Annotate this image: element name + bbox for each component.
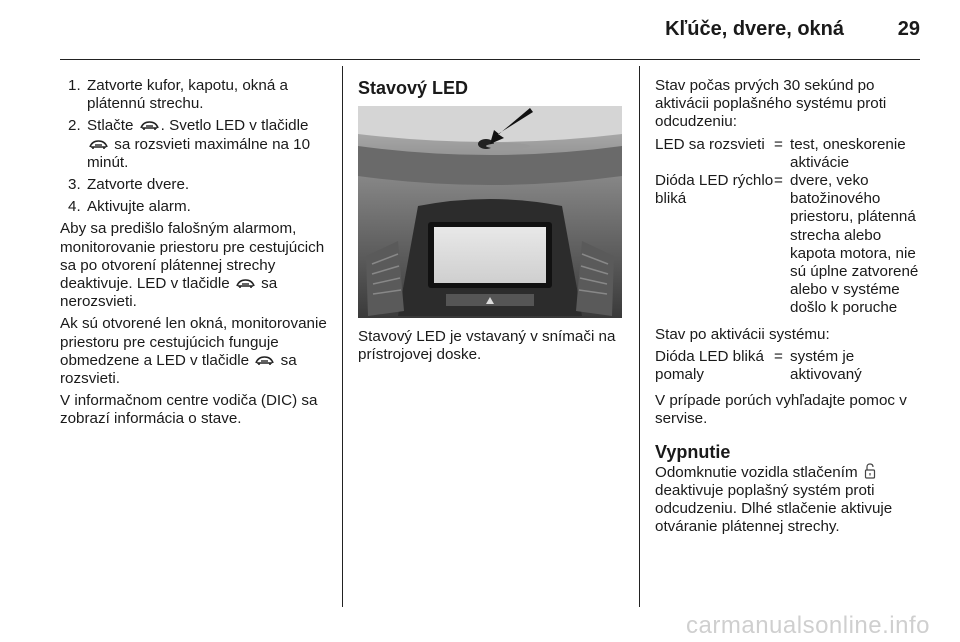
- paragraph-text: Ak sú otvorené len okná, monitorovanie priestoru pre cestujúcich funguje obmedzene a LED v tlačidle: [60, 315, 327, 369]
- status-intro: Stav počas prvých 30 sekúnd po aktivácii poplašného systému proti odcudzeniu:: [655, 77, 887, 131]
- definition-equals: =: [774, 135, 783, 153]
- status-after: Stav po aktivácii systému:: [655, 325, 830, 343]
- step-text: Stlačte: [87, 117, 134, 135]
- status-definitions-initial: [655, 136, 925, 318]
- step-number: 1.: [68, 77, 81, 94]
- photo-caption: Stavový LED je vstavaný v snímači na prístrojovej doske.: [358, 328, 616, 364]
- unlock-icon: [864, 463, 876, 479]
- step-text: Zatvorte kufor, kapotu, okná a plátennú strechu.: [87, 77, 288, 113]
- column-divider-left: [342, 66, 343, 607]
- paragraph-text: sa nerozsvieti.: [60, 275, 278, 311]
- definition-description: test, oneskorenie aktivácie: [790, 135, 906, 171]
- steps-list: [60, 77, 328, 216]
- definition-description: systém je aktivovaný: [790, 347, 862, 384]
- paragraph-dic: V informačnom centre vodiča (DIC) sa zobrazí informácia o stave.: [60, 392, 318, 428]
- paragraph-text: Aby sa predišlo falošným alarmom, monitorovanie priestoru pre cestujúcich sa po otvorení plátennej strechy deaktivuje. LED v tlačidle: [60, 220, 325, 293]
- column-divider-right: [639, 66, 640, 607]
- car-sensor-icon: [140, 121, 159, 131]
- paragraph-windows: [60, 315, 328, 388]
- list-item: [60, 198, 328, 216]
- car-sensor-icon: [236, 279, 255, 289]
- step-number: 4.: [68, 198, 81, 216]
- definition-row: [655, 136, 925, 172]
- car-sensor-icon: [255, 356, 274, 366]
- service-note: V prípade porúch vyhľadajte pomoc v servise.: [655, 392, 907, 428]
- list-item: [60, 176, 328, 194]
- column-1: [60, 77, 328, 433]
- definition-description: dvere, veko batožinového priestoru, plátenná strecha alebo kapota motora, nie sú úplne zatvorené alebo v systéme došlo k poruche: [790, 172, 919, 317]
- paragraph-false-alarm: [60, 220, 328, 311]
- list-item: [60, 117, 328, 172]
- definition-equals: =: [774, 347, 783, 365]
- car-sensor-icon: [89, 140, 108, 150]
- step-text: . Svetlo LED v tlačidle: [160, 117, 309, 135]
- definition-term: Dióda LED rýchlo bliká: [655, 172, 774, 208]
- definition-row: [655, 348, 925, 384]
- column-2: [358, 77, 624, 368]
- step-text: sa rozsvieti maximálne na 10 minút.: [87, 135, 311, 171]
- definition-equals: =: [774, 172, 783, 190]
- step-text: Aktivujte alarm.: [87, 198, 191, 216]
- page-number: 29: [897, 18, 920, 40]
- paragraph-text: sa rozsvieti.: [60, 351, 297, 388]
- definition-row: [655, 172, 925, 318]
- step-text: Zatvorte dvere.: [87, 176, 190, 194]
- column-3: [655, 77, 925, 540]
- section-heading-status-led: Stavový LED: [358, 78, 469, 98]
- step-number: 2.: [68, 117, 81, 135]
- step-number: 3.: [68, 176, 81, 194]
- definition-term: LED sa rozsvieti: [655, 135, 765, 153]
- page-title: Kľúče, dvere, okná: [665, 18, 844, 40]
- watermark: carmanualsonline.info: [686, 612, 930, 639]
- paragraph-text: Odomknutie vozidla stlačením: [655, 463, 858, 481]
- dashboard-photo: [358, 106, 622, 318]
- definition-term: Dióda LED bliká pomaly: [655, 347, 764, 384]
- status-definitions-active: [655, 348, 925, 384]
- list-item: [60, 77, 328, 113]
- page-header: [0, 0, 960, 60]
- vypnutie-text: [655, 463, 925, 537]
- section-heading-vypnutie: Vypnutie: [655, 441, 731, 462]
- paragraph-text: deaktivuje poplašný systém proti odcudzeniu. Dlhé stlačenie aktivuje otváranie plátennej strechy.: [655, 481, 893, 536]
- header-rule: [60, 59, 920, 60]
